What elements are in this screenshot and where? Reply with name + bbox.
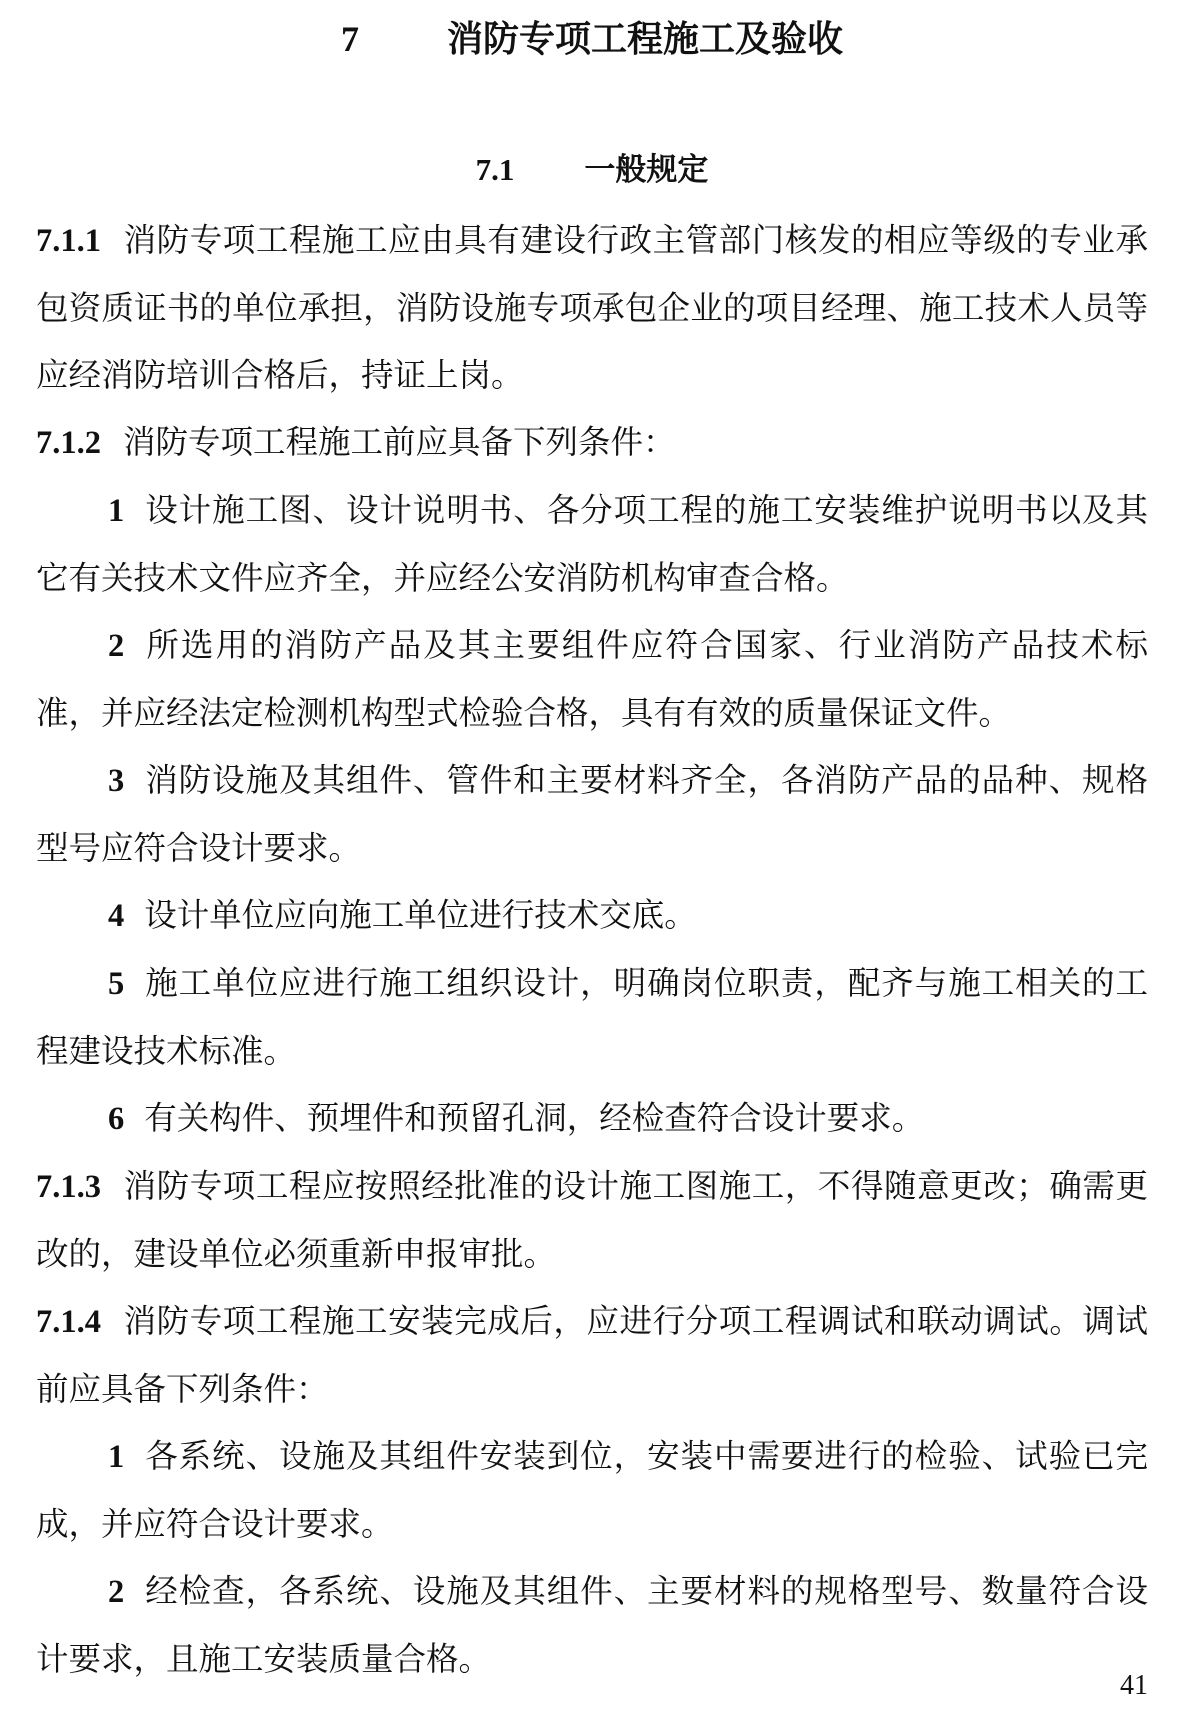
item-number: 1: [108, 493, 125, 529]
item-text: 有关构件、预埋件和预留孔洞，经检查符合设计要求。: [144, 1099, 925, 1137]
item-text: 施工单位应进行施工组织设计，明确岗位职责，配齐与施工相关的工程建设技术标准。: [36, 964, 1148, 1070]
item-text: 消防设施及其组件、管件和主要材料齐全，各消防产品的品种、规格型号应符合设计要求。: [36, 761, 1148, 867]
clause-number: 7.1.3: [36, 1169, 101, 1205]
clause-text: 消防专项工程施工应由具有建设行政主管部门核发的相应等级的专业承包资质证书的单位承担，消防设施专项承包企业的项目经理、施工技术人员等应经消防培训合格后，持证上岗。: [36, 221, 1148, 394]
document-page: [36, 0, 1148, 1734]
clause-text: 消防专项工程施工安装完成后，应进行分项工程调试和联动调试。调试前应具备下列条件：: [36, 1302, 1148, 1408]
item-text: 经检查，各系统、设施及其组件、主要材料的规格型号、数量符合设计要求，且施工安装质量合格。: [36, 1572, 1148, 1678]
section-title: [36, 148, 1148, 192]
item-number: 3: [108, 763, 125, 799]
clause-number: 7.1.4: [36, 1304, 101, 1340]
list-item: [36, 1085, 1148, 1153]
clause-text: 消防专项工程应按照经批准的设计施工图施工，不得随意更改；确需更改的，建设单位必须重新申报审批。: [36, 1167, 1148, 1273]
clause-number: 7.1.1: [36, 223, 101, 259]
page-number: 41: [1120, 1670, 1148, 1701]
list-item: [36, 1423, 1148, 1558]
chapter-number: 7: [340, 19, 359, 59]
item-number: 5: [108, 966, 125, 1002]
list-item: [36, 950, 1148, 1085]
item-text: 设计施工图、设计说明书、各分项工程的施工安装维护说明书以及其它有关技术文件应齐全，并应经公安消防机构审查合格。: [36, 491, 1148, 597]
item-number: 1: [108, 1439, 125, 1475]
clause-text: 消防专项工程施工前应具备下列条件：: [123, 423, 676, 461]
item-text: 所选用的消防产品及其主要组件应符合国家、行业消防产品技术标准，并应经法定检测机构型式检验合格，具有有效的质量保证文件。: [36, 626, 1148, 732]
section-title-text: 一般规定: [584, 152, 709, 188]
list-item: [36, 612, 1148, 747]
clause-7-1-4: [36, 1288, 1148, 1423]
item-text: 各系统、设施及其组件安装到位，安装中需要进行的检验、试验已完成，并应符合设计要求。: [36, 1437, 1148, 1543]
item-number: 2: [108, 1574, 125, 1610]
list-item: [36, 1558, 1148, 1693]
list-item: [36, 747, 1148, 882]
clause-number: 7.1.2: [36, 425, 101, 461]
chapter-title: [36, 14, 1148, 64]
clause-7-1-1: [36, 207, 1148, 409]
list-item: [36, 477, 1148, 612]
list-item: [36, 882, 1148, 950]
clause-7-1-3: [36, 1153, 1148, 1288]
section-number: 7.1: [475, 152, 515, 187]
document-body: [36, 207, 1148, 1693]
item-text: 设计单位应向施工单位进行技术交底。: [144, 896, 697, 934]
item-number: 2: [108, 628, 125, 664]
clause-7-1-2: [36, 409, 1148, 477]
chapter-title-text: 消防专项工程施工及验收: [446, 18, 843, 60]
item-number: 4: [108, 898, 125, 934]
item-number: 6: [108, 1101, 125, 1137]
